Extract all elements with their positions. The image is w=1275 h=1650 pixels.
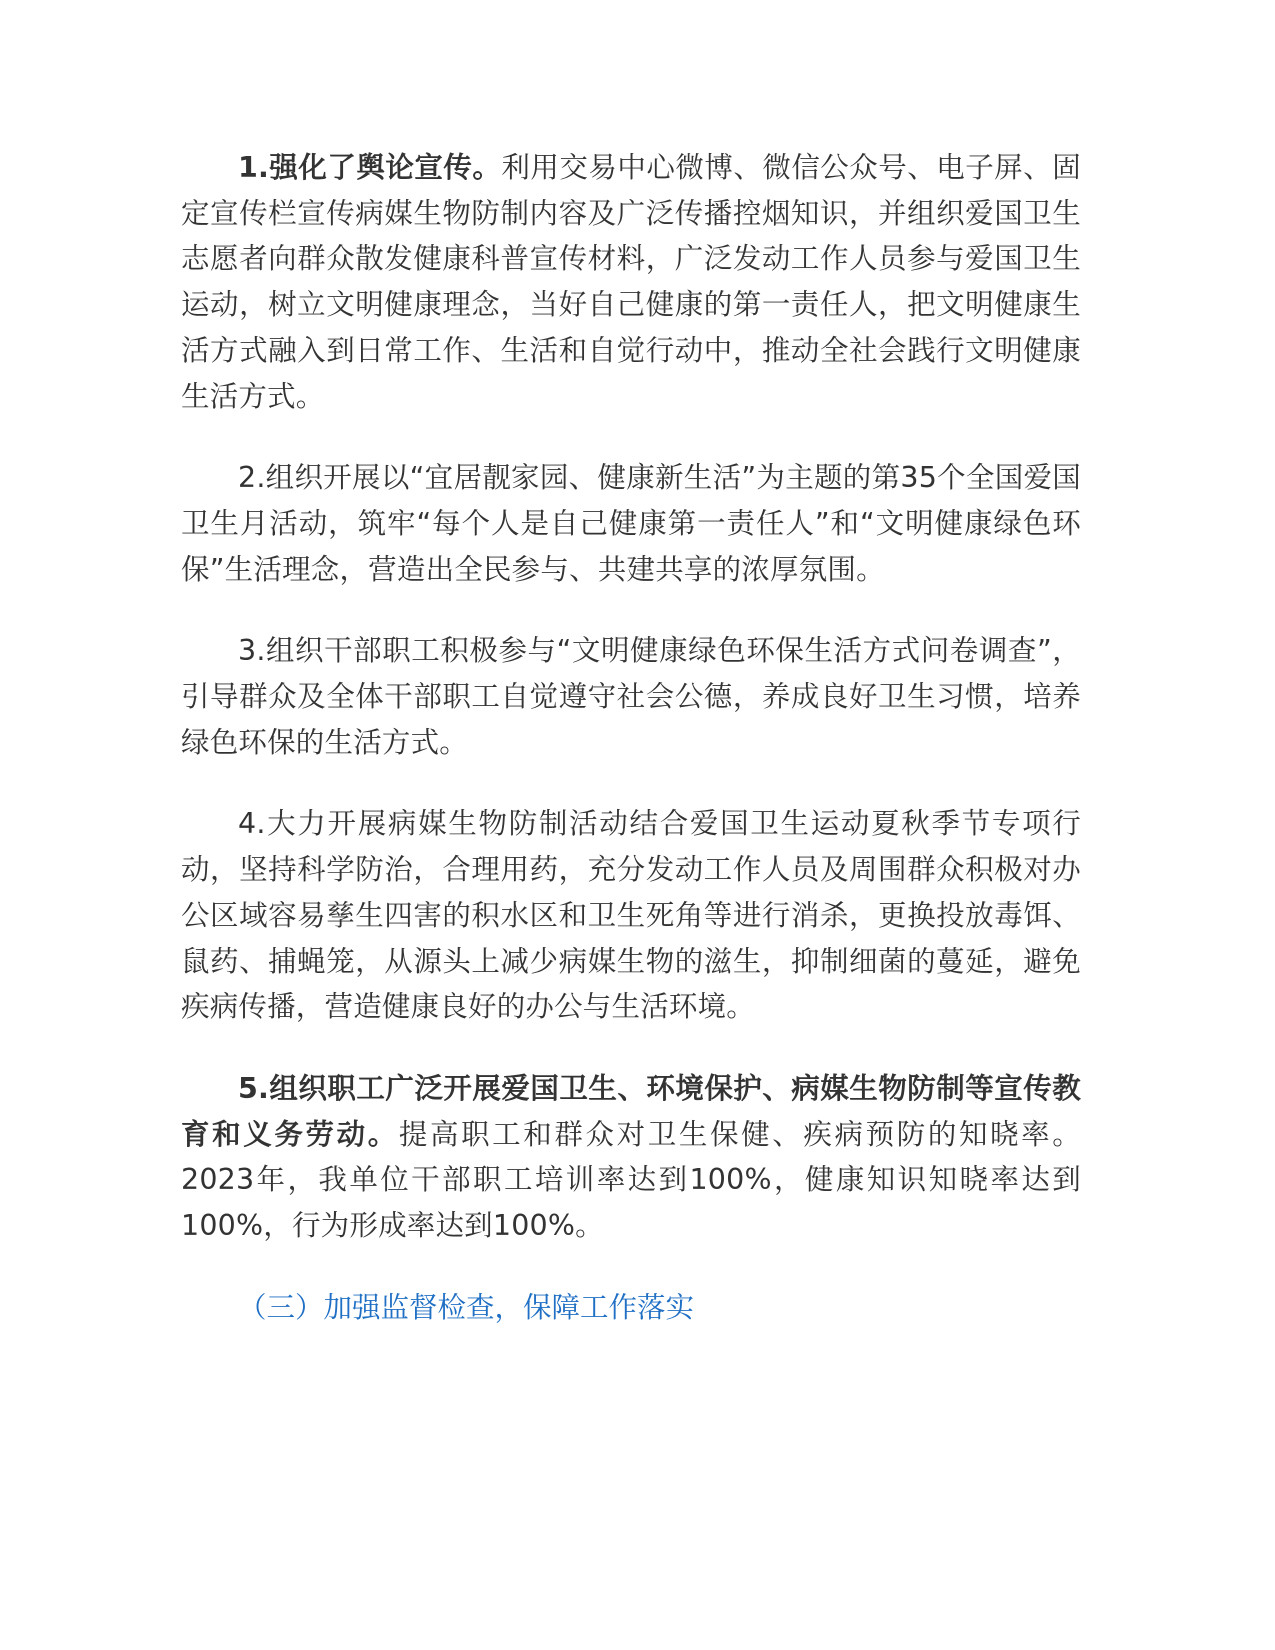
paragraph-4	[181, 801, 1081, 1030]
section-heading: （三）加强监督检查，保障工作落实	[238, 1290, 695, 1324]
paragraph-3-body: 3.组织干部职工积极参与“文明健康绿色环保生活方式问卷调查”，引导群众及全体干部职工自觉遵守社会公德，养成良好卫生习惯，培养绿色环保的生活方式。	[181, 634, 1081, 759]
paragraph-3	[181, 628, 1081, 765]
document-page	[181, 145, 1081, 1330]
paragraph-5-lead: 5.组织职工广泛开展爱国卫生、环境保护、病媒生物防制等宣传教育和义务劳动。	[181, 1071, 1081, 1151]
paragraph-4-body: 4.大力开展病媒生物防制活动结合爱国卫生运动夏秋季节专项行动，坚持科学防治，合理用药，充分发动工作人员及周围群众积极对办公区域容易孳生四害的积水区和卫生死角等进行消杀，更换投放毒饵、鼠药、捕蝇笼，从源头上减少病媒生物的滋生，抑制细菌的蔓延，避免疾病传播，营造健康良好的办公与生活环境。	[181, 807, 1081, 1024]
paragraph-2-body: 2.组织开展以“宜居靓家园、健康新生活”为主题的第35个全国爱国卫生月活动，筑牢“每个人是自己健康第一责任人”和“文明健康绿色环保”生活理念，营造出全民参与、共建共享的浓厚氛围。	[181, 461, 1081, 586]
paragraph-5	[181, 1066, 1081, 1249]
paragraph-2	[181, 455, 1081, 592]
paragraph-5-body: 提高职工和群众对卫生保健、疾病预防的知晓率。2023年，我单位干部职工培训率达到100%，健康知识知晓率达到100%，行为形成率达到100%。	[181, 1117, 1081, 1243]
paragraph-1	[181, 145, 1081, 419]
paragraph-1-body: 利用交易中心微博、微信公众号、电子屏、固定宣传栏宣传病媒生物防制内容及广泛传播控烟知识，并组织爱国卫生志愿者向群众散发健康科普宣传材料，广泛发动工作人员参与爱国卫生运动，树立文明健康理念，当好自己健康的第一责任人，把文明健康生活方式融入到日常工作、生活和自觉行动中，推动全社会践行文明健康生活方式。	[181, 151, 1081, 413]
paragraph-1-lead: 1.强化了舆论宣传。	[238, 151, 502, 184]
